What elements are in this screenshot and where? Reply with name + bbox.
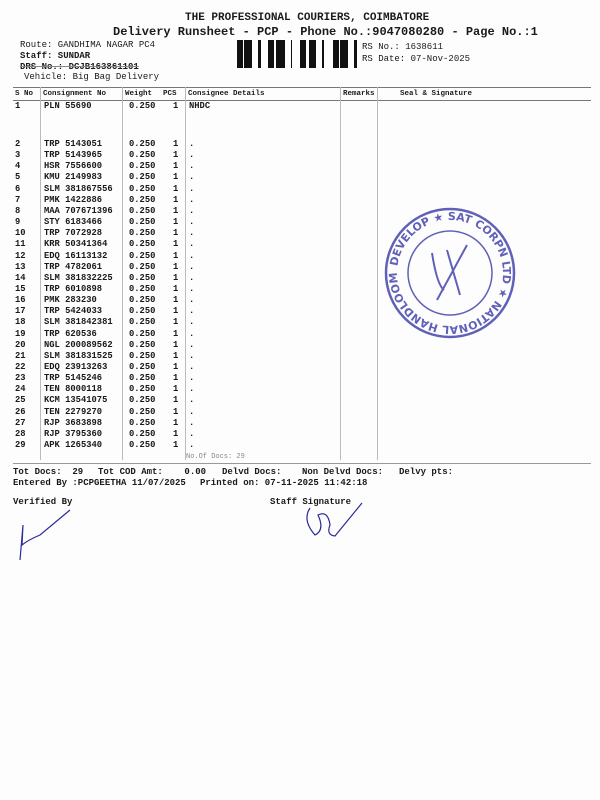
- cell-pcs: 1: [173, 101, 179, 111]
- cell-consignee: .: [189, 194, 195, 205]
- cell-wt: 0.250: [129, 272, 156, 283]
- cell-pcs: 1: [173, 328, 179, 339]
- cell-consignee: .: [189, 440, 195, 451]
- cell-sno: 18: [15, 317, 26, 328]
- cell-pcs: 1: [173, 283, 179, 294]
- cell-wt: 0.250: [129, 183, 156, 194]
- cell-pcs: 1: [173, 406, 179, 417]
- cell-consignee: .: [189, 272, 195, 283]
- col-sno: S No: [15, 90, 34, 98]
- table-row: [0, 351, 600, 362]
- verified-by-label: Verified By: [13, 497, 73, 507]
- cell-pcs: 1: [173, 428, 179, 439]
- cell-wt: 0.250: [129, 139, 156, 149]
- cell-wt: 0.250: [129, 384, 156, 395]
- col-remarks: Remarks: [343, 90, 375, 98]
- cell-cn: TEN 8000118: [44, 384, 103, 395]
- cell-cn: HSR 7556600: [44, 161, 103, 172]
- cell-wt: 0.250: [129, 261, 156, 272]
- cell-consignee: .: [189, 150, 195, 161]
- table-row: [0, 172, 600, 183]
- cell-sno: 28: [15, 428, 26, 439]
- cell-sno: 2: [15, 139, 21, 149]
- cell-pcs: 1: [173, 161, 179, 172]
- cell-sno: 23: [15, 373, 26, 384]
- cell-consignee: .: [189, 306, 195, 317]
- table-row: [0, 150, 600, 161]
- staff-signature: [300, 500, 370, 545]
- printed-on: Printed on: 07-11-2025 11:42:18: [200, 478, 368, 488]
- table-row: [0, 429, 600, 440]
- cell-pcs: 1: [173, 228, 179, 239]
- drs-number: DRS No.: DCJB163861101: [20, 62, 139, 72]
- non-delivered-docs: Non Delvd Docs:: [302, 467, 384, 477]
- cell-sno: 8: [15, 205, 21, 216]
- table-row: [0, 407, 600, 418]
- cell-pcs: 1: [173, 339, 179, 350]
- cell-sno: 26: [15, 406, 26, 417]
- cell-sno: 13: [15, 261, 26, 272]
- delivery-points: Delvy pts:: [399, 467, 454, 477]
- cell-sno: 21: [15, 350, 26, 361]
- cell-cn: NGL 200089562: [44, 339, 113, 350]
- cell-sno: 4: [15, 161, 21, 172]
- cell-consignee: .: [189, 228, 195, 239]
- cell-consignee: .: [189, 428, 195, 439]
- cell-sno: 16: [15, 295, 26, 306]
- table-row: [0, 418, 600, 429]
- route: Route: GANDHIMA NAGAR PC4: [20, 40, 156, 50]
- rs-number: RS No.: 1638611: [362, 42, 444, 52]
- cell-consignee: .: [189, 395, 195, 406]
- table-row: [0, 362, 600, 373]
- cell-wt: 0.250: [129, 339, 156, 350]
- col-seal: Seal & Signature: [400, 90, 473, 98]
- cell-sno: 5: [15, 172, 21, 183]
- cell-consignee: .: [189, 373, 195, 384]
- cell-cn: MAA 707671396: [44, 205, 113, 216]
- cell-cn: EDQ 16113132: [44, 250, 108, 261]
- cell-wt: 0.250: [129, 205, 156, 216]
- cell-cn: PMK 1422886: [44, 194, 103, 205]
- barcode: [231, 40, 357, 68]
- cell-cn: TRP 5145246: [44, 373, 103, 384]
- cell-sno: 22: [15, 362, 26, 372]
- cell-cn: SLM 381831525: [44, 350, 113, 361]
- table-row: [0, 161, 600, 172]
- cell-pcs: 1: [173, 395, 179, 406]
- cell-cn: SLM 381832225: [44, 272, 113, 283]
- cell-sno: 3: [15, 150, 21, 161]
- cell-pcs: 1: [173, 417, 179, 428]
- cell-wt: 0.250: [129, 283, 156, 294]
- cell-wt: 0.250: [129, 150, 156, 161]
- cell-cn: TEN 2279270: [44, 406, 103, 417]
- cell-cn: APK 1265340: [44, 440, 103, 451]
- cell-consignee: .: [189, 317, 195, 328]
- cell-cn: TRP 5143965: [44, 150, 103, 161]
- cell-cn: TRP 4782061: [44, 261, 103, 272]
- delivered-docs: Delvd Docs:: [222, 467, 282, 477]
- cell-consignee: .: [189, 339, 195, 350]
- cell-consignee: .: [189, 350, 195, 361]
- cell-pcs: 1: [173, 183, 179, 194]
- no-of-docs: No.Of Docs: 29: [186, 453, 245, 461]
- cell-consignee: .: [189, 172, 195, 183]
- cell-cn: TRP 5143051: [44, 139, 103, 149]
- cell-cn: TRP 7072928: [44, 228, 103, 239]
- cell-pcs: 1: [173, 362, 179, 372]
- cell-pcs: 1: [173, 172, 179, 183]
- cell-sno: 20: [15, 339, 26, 350]
- cell-consignee: .: [189, 217, 195, 228]
- cell-cn: PLN 55690: [44, 101, 92, 111]
- cell-wt: 0.250: [129, 161, 156, 172]
- cell-pcs: 1: [173, 194, 179, 205]
- cell-wt: 0.250: [129, 194, 156, 205]
- company-seal-stamp: [382, 205, 522, 345]
- cell-cn: PMK 283230: [44, 295, 97, 306]
- table-row: [0, 101, 600, 112]
- cell-pcs: 1: [173, 350, 179, 361]
- cell-consignee: .: [189, 417, 195, 428]
- cell-pcs: 1: [173, 205, 179, 216]
- cell-pcs: 1: [173, 306, 179, 317]
- cell-pcs: 1: [173, 261, 179, 272]
- cell-cn: SLM 381867556: [44, 183, 113, 194]
- cell-cn: KMU 2149983: [44, 172, 103, 183]
- staff: Staff: SUNDAR: [20, 51, 91, 61]
- cell-consignee: .: [189, 384, 195, 395]
- cell-sno: 1: [15, 101, 21, 111]
- cell-consignee: NHDC: [189, 101, 211, 111]
- cell-pcs: 1: [173, 239, 179, 250]
- table-row: [0, 395, 600, 406]
- table-row: [0, 384, 600, 395]
- cell-cn: SLM 381842381: [44, 317, 113, 328]
- tot-cod-amount: Tot COD Amt: 0.00: [98, 467, 207, 477]
- cell-pcs: 1: [173, 384, 179, 395]
- cell-wt: 0.250: [129, 350, 156, 361]
- cell-sno: 9: [15, 217, 21, 228]
- cell-consignee: .: [189, 283, 195, 294]
- cell-pcs: 1: [173, 373, 179, 384]
- cell-wt: 0.250: [129, 373, 156, 384]
- vehicle: Vehicle: Big Bag Delivery: [24, 72, 160, 82]
- cell-pcs: 1: [173, 440, 179, 451]
- cell-sno: 10: [15, 228, 26, 239]
- verifier-signature: [10, 505, 80, 565]
- cell-wt: 0.250: [129, 362, 156, 372]
- cell-wt: 0.250: [129, 428, 156, 439]
- cell-sno: 24: [15, 384, 26, 395]
- table-row: [0, 184, 600, 195]
- staff-signature-label: Staff Signature: [270, 497, 352, 507]
- cell-consignee: .: [189, 362, 195, 372]
- cell-sno: 27: [15, 417, 26, 428]
- cell-wt: 0.250: [129, 217, 156, 228]
- cell-pcs: 1: [173, 217, 179, 228]
- tot-docs: Tot Docs: 29: [13, 467, 84, 477]
- cell-wt: 0.250: [129, 406, 156, 417]
- col-pcs: PCS: [163, 90, 177, 98]
- cell-cn: TRP 5424033: [44, 306, 103, 317]
- cell-pcs: 1: [173, 295, 179, 306]
- cell-wt: 0.250: [129, 239, 156, 250]
- cell-sno: 25: [15, 395, 26, 406]
- cell-sno: 29: [15, 440, 26, 451]
- cell-cn: KRR 50341364: [44, 239, 108, 250]
- col-weight: Weight: [125, 90, 153, 98]
- cell-consignee: .: [189, 239, 195, 250]
- cell-cn: STY 6183466: [44, 217, 103, 228]
- cell-sno: 17: [15, 306, 26, 317]
- cell-pcs: 1: [173, 317, 179, 328]
- svg-text:DEVELOP ★ SAT CORPN LTD ★ NATI: DEVELOP ★ SAT CORPN LTD ★ NATIONAL HANDLOOM: [386, 209, 514, 337]
- cell-sno: 12: [15, 250, 26, 261]
- cell-cn: TRP 620536: [44, 328, 97, 339]
- cell-wt: 0.250: [129, 417, 156, 428]
- table-row: [0, 373, 600, 384]
- cell-cn: KCM 13541075: [44, 395, 108, 406]
- cell-wt: 0.250: [129, 101, 156, 111]
- entered-by: Entered By :PCPGEETHA 11/07/2025: [13, 478, 186, 488]
- cell-wt: 0.250: [129, 172, 156, 183]
- rs-date: RS Date: 07-Nov-2025: [362, 54, 471, 64]
- cell-sno: 11: [15, 239, 26, 250]
- cell-wt: 0.250: [129, 306, 156, 317]
- cell-wt: 0.250: [129, 328, 156, 339]
- cell-consignee: .: [189, 139, 195, 149]
- cell-pcs: 1: [173, 139, 179, 149]
- cell-wt: 0.250: [129, 228, 156, 239]
- cell-cn: TRP 6010898: [44, 283, 103, 294]
- cell-cn: RJP 3795360: [44, 428, 103, 439]
- cell-sno: 15: [15, 283, 26, 294]
- cell-sno: 6: [15, 183, 21, 194]
- col-consignee: Consignee Details: [188, 90, 265, 98]
- cell-cn: RJP 3683898: [44, 417, 103, 428]
- cell-consignee: .: [189, 250, 195, 261]
- cell-pcs: 1: [173, 272, 179, 283]
- cell-sno: 14: [15, 272, 26, 283]
- cell-consignee: .: [189, 328, 195, 339]
- cell-wt: 0.250: [129, 395, 156, 406]
- cell-wt: 0.250: [129, 295, 156, 306]
- table-row: [0, 139, 600, 150]
- cell-pcs: 1: [173, 250, 179, 261]
- cell-sno: 7: [15, 194, 21, 205]
- cell-consignee: .: [189, 406, 195, 417]
- company-name: THE PROFESSIONAL COURIERS, COIMBATORE: [185, 12, 430, 24]
- cell-consignee: .: [189, 161, 195, 172]
- cell-wt: 0.250: [129, 250, 156, 261]
- cell-consignee: .: [189, 295, 195, 306]
- cell-pcs: 1: [173, 150, 179, 161]
- cell-wt: 0.250: [129, 317, 156, 328]
- col-consignment: Consignment No: [43, 90, 107, 98]
- cell-consignee: .: [189, 205, 195, 216]
- cell-cn: EDQ 23913263: [44, 362, 108, 372]
- cell-consignee: .: [189, 183, 195, 194]
- cell-consignee: .: [189, 261, 195, 272]
- cell-sno: 19: [15, 328, 26, 339]
- table-row: [0, 440, 600, 451]
- cell-wt: 0.250: [129, 440, 156, 451]
- runsheet-title: Delivery Runsheet - PCP - Phone No.:9047080280 - Page No.:1: [113, 25, 538, 39]
